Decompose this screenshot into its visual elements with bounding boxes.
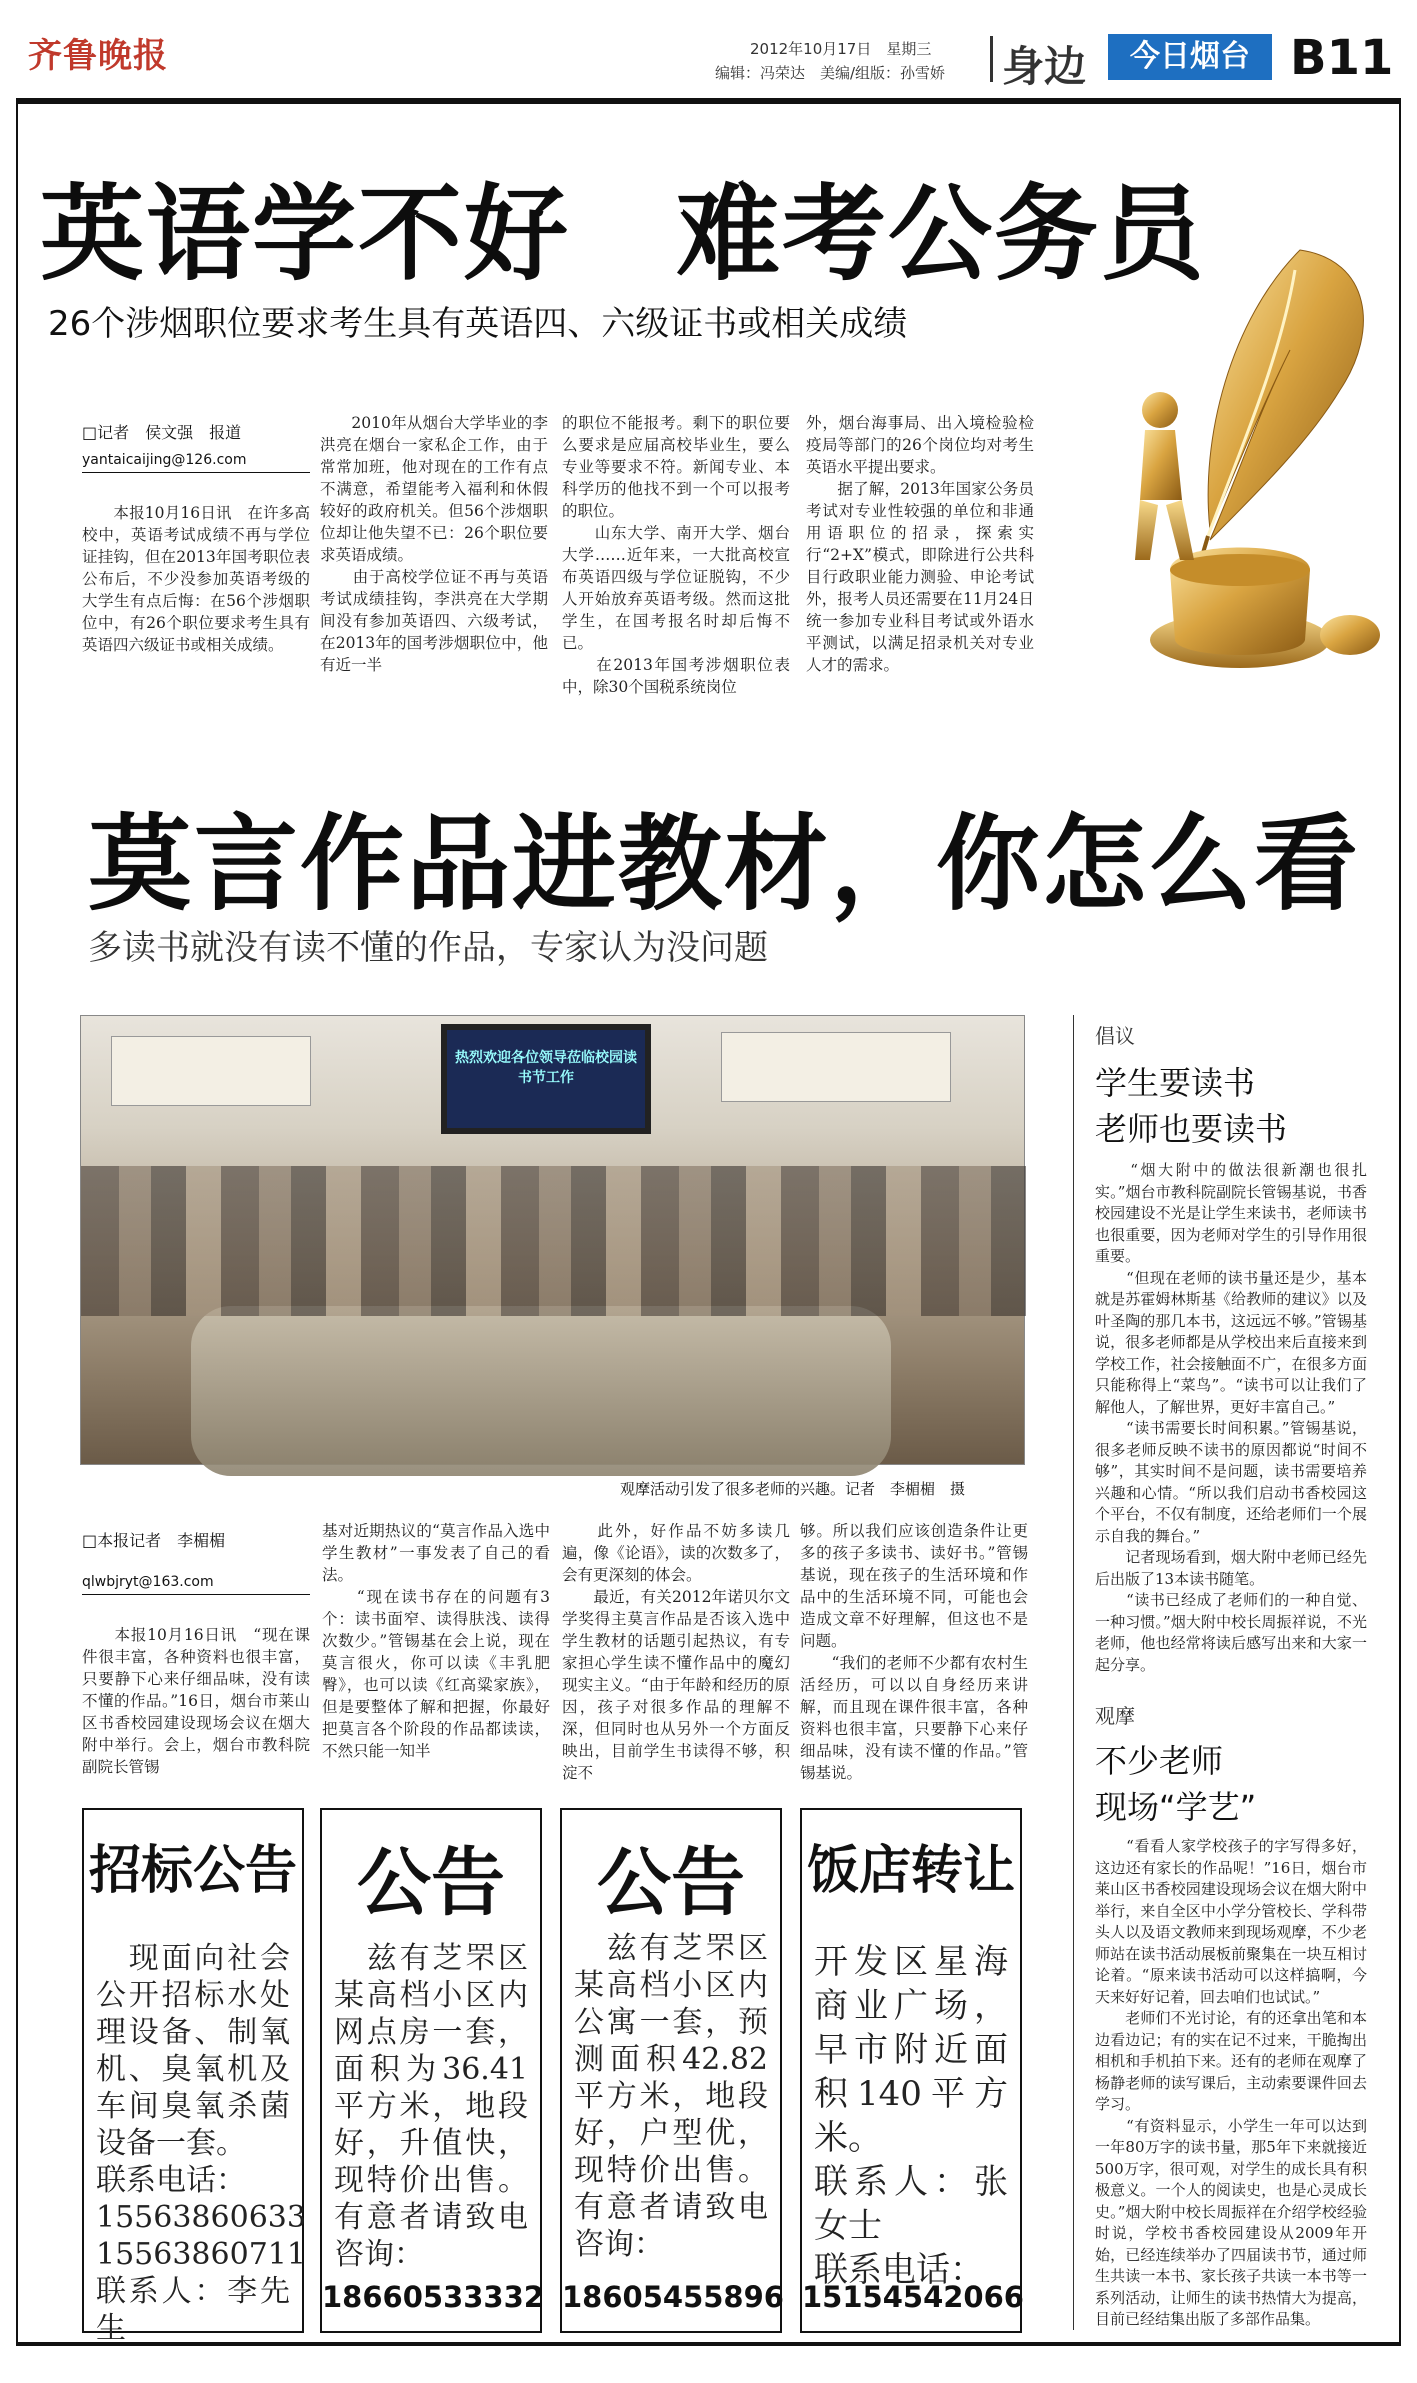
sidebar-divider bbox=[1073, 1015, 1074, 2330]
page-number: B11 bbox=[1290, 30, 1394, 86]
article1-email: yantaicaijing@126.com bbox=[82, 452, 310, 473]
sidebar-kicker-2: 观摩 bbox=[1095, 1704, 1135, 1728]
photo-display-table bbox=[191, 1306, 891, 1476]
ad-notice-apartment bbox=[560, 1808, 782, 2333]
ad-title: 饭店转让 bbox=[806, 1841, 1015, 1901]
ad-body: 开发区星海商业广场，早市附近面积140平方米。 联系人：张女士 联系电话： bbox=[814, 1942, 1008, 2290]
ad-notice-shop bbox=[320, 1808, 542, 2333]
photo-wall-calligraphy-left bbox=[111, 1036, 311, 1106]
article2-headline: 莫言作品进教材，你怎么看 bbox=[88, 803, 1361, 925]
article2-subheadline: 多读书就没有读不懂的作品，专家认为没问题 bbox=[88, 928, 768, 968]
article2-column-4: 够。所以我们应该创造条件让更多的孩子多读书、读好书。”管锡基说，现在孩子的生活环境和作品中的生活环境不同，可能也会造成文章不好理解，但这也不是问题。 “我们的老师不少都有农村生活经历，可以以自身经历来讲解，而且现在课件很丰富，各种资料也很丰富，只要静下心来仔细品味，没有读不懂的作品。”管锡基说。 bbox=[800, 1522, 1028, 1782]
article2-email: qlwbjryt@163.com bbox=[82, 1574, 310, 1595]
article2-byline: □本报记者 李楣楣 bbox=[82, 1531, 226, 1550]
photo-crowd bbox=[81, 1166, 1026, 1316]
sidebar-title-1a: 学生要读书 bbox=[1095, 1064, 1256, 1102]
ad-body: 兹有芝罘区某高档小区内网点房一套，面积为36.41平方米，地段好，升值快，现特价出售。有意者请致电咨询： bbox=[334, 1941, 528, 2272]
ad-phone: 18605455896 bbox=[562, 2280, 784, 2314]
article1-column-4: 外，烟台海事局、出入境检验检疫局等部门的26个岗位均对考生英语水平提出要求。 据了解，2013年国家公务员考试对专业性较强的单位和非通用语职位的招录，探索实行“2+X”模式，即除进行公共科目行政职业能力测验、申论考试外，报考人员还需要在11月24日统一参加专业科目考试或外语水平测试，以满足招录机关对专业人才的需求。 bbox=[806, 414, 1034, 674]
sidebar-title-2a: 不少老师 bbox=[1095, 1742, 1224, 1780]
newspaper-logo: 齐鲁晚报 bbox=[28, 36, 168, 76]
ad-phone: 18660533332 bbox=[322, 2280, 544, 2314]
ad-body: 兹有芝罘区某高档小区内公寓一套，预测面积42.82平方米，地段好，户型优，现特价出售。有意者请致电咨询： bbox=[574, 1931, 768, 2262]
editor-credits: 编辑：冯荣达 美编/组版：孙雪娇 bbox=[715, 64, 946, 82]
article1-subheadline: 26个涉烟职位要求考生具有英语四、六级证书或相关成绩 bbox=[48, 304, 908, 344]
photo-caption: 观摩活动引发了很多老师的兴趣。记者 李楣楣 摄 bbox=[620, 1480, 966, 1498]
sidebar-kicker-1: 倡议 bbox=[1095, 1024, 1135, 1048]
frame-border-left bbox=[16, 104, 18, 2344]
article1-headline: 英语学不好 难考公务员 bbox=[40, 173, 1207, 295]
section-badge: 今日烟台 bbox=[1108, 34, 1272, 80]
ad-restaurant-transfer bbox=[800, 1808, 1022, 2333]
quill-ink-illustration bbox=[1090, 240, 1390, 690]
article1-byline: □记者 侯文强 报道 bbox=[82, 423, 242, 442]
ad-body: 现面向社会公开招标水处理设备、制氧机、臭氧机及车间臭氧杀菌设备一套。 联系电话： 15563860633 15563860711 联系人：李先生 bbox=[96, 1941, 306, 2346]
article1-column-2: 2010年从烟台大学毕业的李洪亮在烟台一家私企工作，由于常常加班，他对现在的工作有点不满意，希望能考入福利和休假较好的政府机关。但56个涉烟职位却让他失望不已：26个职位要求英语成绩。 由于高校学位证不再与英语考试成绩挂钩，李洪亮在大学期间没有参加英语四、六级考试，在2013年的国考涉烟职位中，他有近一半 bbox=[320, 414, 548, 674]
article2-column-3: 此外，好作品不妨多读几遍，像《论语》，读的次数多了，会有更深刻的体会。 最近，有关2012年诺贝尔文学奖得主莫言作品是否该入选中学生教材的话题引起热议，有专家担心学生读不懂作品中的魔幻现实主义。“由于年龄和经历的原因，孩子对很多作品的理解不深，但同时也从另外一个方面反映出，目前学生书读得不够，积淀不 bbox=[562, 1522, 790, 1782]
section-name: 身边 bbox=[1002, 42, 1087, 91]
sidebar-title-2b: 现场“学艺” bbox=[1095, 1788, 1257, 1826]
sidebar-body-2: “看看人家学校孩子的字写得多好，这边还有家长的作品呢！”16日，烟台市莱山区书香校园建设现场会议在烟大附中举行，来自全区中小学分管校长、学科带头人以及语文教师来到现场观摩，不少老师站在读书活动展板前聚集在一块互相讨论着。“原来读书活动可以这样搞啊，今天来好好记着，回去咱们也试试。” 老师们不光讨论，有的还拿出笔和本边看边记；有的实在记不过来，干脆掏出相机和手机拍下来。还有的老师在观摩了杨静老师的读写课后，主动索要课件回去学习。 “有资料显示，小学生一年可以达到一年80万字的读书量，那5年下来就接近500万字，很可观，对学生的成长具有积极意义。一个人的阅读史，也是心灵成长史。”烟大附中校长周振祥在介绍学校经验时说，学校书香校园建设从2009年开始，已经连续举办了四届读书节，通过师生共读一本书、家长孩子共读一本书等一系列活动，让师生的读书热情大为提高，目前已经结集出版了多部作品集。 bbox=[1095, 1837, 1367, 2328]
frame-border-right bbox=[1399, 104, 1401, 2344]
article2-column-2: 基对近期热议的“莫言作品入选中学生教材”一事发表了自己的看法。 “现在读书存在的问题有3个：读书面窄、读得肤浅、读得次数少。”管锡基在会上说，现在莫言很火，你可以读《丰乳肥臀》，也可以读《红高粱家族》，但是要整体了解和把握，你最好把莫言各个阶段的作品都读读，不然只能一知半 bbox=[322, 1522, 550, 1760]
article1-column-1: 本报10月16日讯 在许多高校中，英语考试成绩不再与学位证挂钩，但在2013年国考职位表公布后，不少没参加英语考级的大学生有点后悔：在56个涉烟职位中，有26个职位要求考生具有英语四六级证书或相关成绩。 bbox=[82, 504, 310, 654]
photo-screen-text: 热烈欢迎各位领导莅临校园读书节工作 bbox=[455, 1050, 637, 1086]
photo-wall-calligraphy-right bbox=[721, 1032, 951, 1102]
ad-title: 招标公告 bbox=[88, 1841, 297, 1901]
photo-screen bbox=[441, 1024, 651, 1134]
article1-column-3: 的职位不能报考。剩下的职位要么要求是应届高校毕业生，要么专业等要求不符。新闻专业、本科学历的他找不到一个可以报考的职位。 山东大学、南开大学、烟台大学……近年来，一大批高校宣布英语四级与学位证脱钩，不少人开始放弃英语考级。然而这批学生，在国考报名时却后悔不已。 在2013年国考涉烟职位表中，除30个国税系统岗位 bbox=[562, 414, 790, 696]
sidebar-title-1b: 老师也要读书 bbox=[1095, 1110, 1288, 1148]
ad-tender-notice bbox=[82, 1808, 306, 2346]
ad-title: 公告 bbox=[597, 1840, 745, 1926]
issue-date: 2012年10月17日 星期三 bbox=[750, 40, 932, 58]
ad-phone: 15154542066 bbox=[802, 2280, 1024, 2314]
event-photo bbox=[80, 1015, 1025, 1465]
ad-title: 公告 bbox=[357, 1840, 505, 1926]
sidebar-body-1: “烟大附中的做法很新潮也很扎实。”烟台市教科院副院长管锡基说，书香校园建设不光是让学生来读书，老师读书也很重要，因为老师对学生的引导作用很重要。 “但现在老师的读书量还是少，基本就是苏霍姆林斯基《给教师的建议》以及叶圣陶的那几本书，这远远不够。”管锡基说，很多老师都是从学校出来后直接来到学校工作，社会接触面不广，在很多方面只能称得上“菜鸟”。“读书可以让我们了解他人，了解世界，更好丰富自己。” “读书需要长时间积累。”管锡基说，很多老师反映不读书的原因都说“时间不够”，其实时间不是问题，读书需要培养兴趣和心情。“所以我们启动书香校园这个平台，不仅有制度，还给老师们一个展示自我的舞台。” 记者现场看到，烟大附中老师已经先后出版了13本读书随笔。 “读书已经成了老师们的一种自觉、一种习惯。”烟大附中校长周振祥说，不光老师，他也经常将读后感写出来和大家一起分享。 bbox=[1095, 1161, 1367, 1674]
header-rule bbox=[16, 98, 1401, 104]
header-divider bbox=[990, 36, 993, 82]
article2-column-1: 本报10月16日讯 “现在课件很丰富，各种资料也很丰富，只要静下心来仔细品味，没有读不懂的作品。”16日，烟台市莱山区书香校园建设现场会议在烟大附中举行。会上，烟台市教科院副院长管锡 bbox=[82, 1626, 310, 1776]
